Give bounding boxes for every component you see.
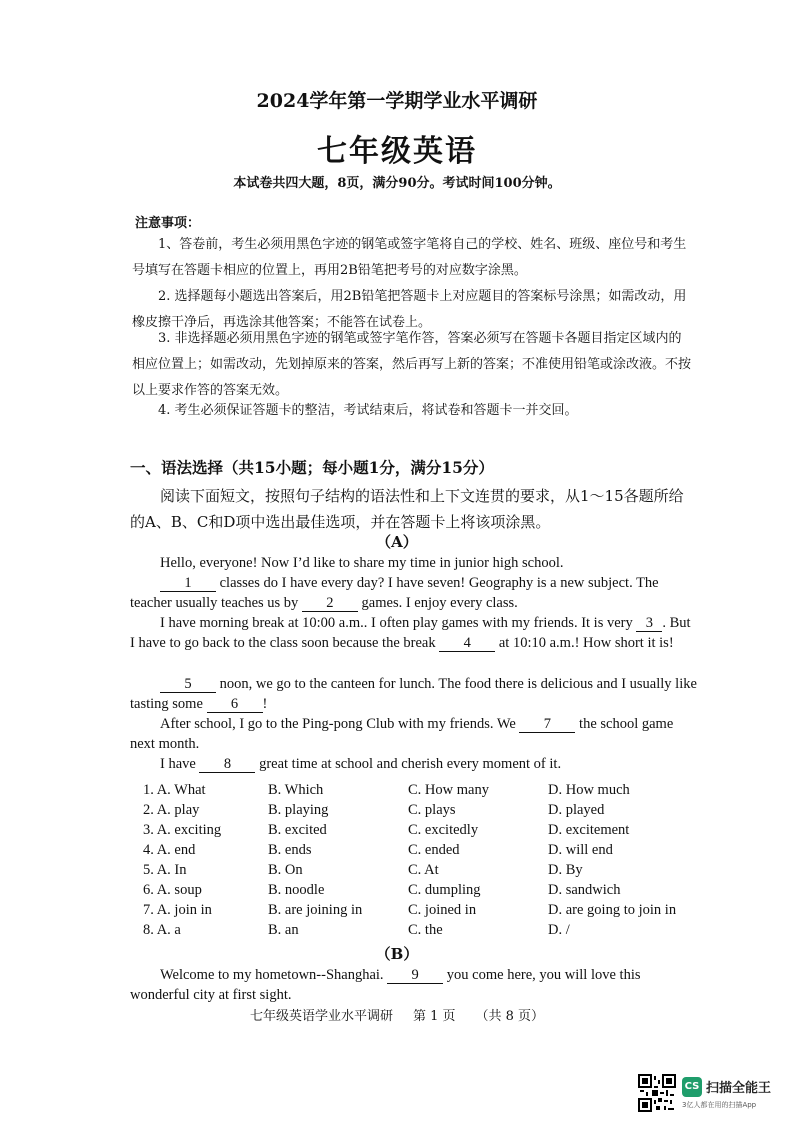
option-c: C. the	[408, 922, 443, 938]
section-instructions: 阅读下面短文，按照句子结构的语法性和上下文连贯的要求，从1～15各题所给的A、B、C和D项中选出最佳选项，并在答题卡上将该项涂黑。	[130, 487, 684, 531]
subject-title: 七年级英语	[317, 134, 477, 169]
option-a: 2. A. play	[143, 802, 200, 818]
option-a: 5. A. In	[143, 862, 187, 878]
option-c: C. excitedly	[408, 822, 479, 838]
option-d: D. played	[548, 802, 605, 818]
page-number: 第 1 页	[412, 1009, 456, 1024]
notice-item-3: 3. 非选择题必须用黑色字迹的钢笔或签字笔作答，答案必须写在答题卡各题目指定区域内的相应位置上；如需改动，先划掉原来的答案，然后再写上新的答案；不准使用铅笔或涂改液。不按以上要求作答的答案无效。	[132, 331, 692, 398]
option-c: C. joined in	[408, 902, 477, 918]
notice-item-2: 2. 选择题每小题选出答案后，用2B铅笔把答题卡上对应题目的答案标号涂黑；如需改动，用橡皮擦干净后，再选涂其他答案；不能答在试卷上。	[132, 289, 687, 330]
paragraph-text: the school game next month.	[130, 716, 674, 752]
paragraph-text: . But I have to go back to the class soon because the break	[130, 615, 691, 651]
paragraph-text: you come here, you will love this wonderful city at first sight.	[130, 967, 641, 1003]
option-row	[143, 802, 703, 822]
blank-6: 6	[207, 696, 263, 713]
scanner-watermark	[638, 1074, 788, 1114]
paragraph-text: noon, we go to the canteen for lunch. The food there is delicious and I usually like tasting some	[130, 676, 697, 712]
page-total: （共 8 页）	[475, 1009, 545, 1024]
page-footer	[0, 1005, 794, 1024]
notice-item-1: 1、答卷前，考生必须用黑色字迹的钢笔或签字笔将自己的学校、姓名、班级、座位号和考生号填写在答题卡相应的位置上，再用2B铅笔把考号的对应数字涂黑。	[132, 237, 687, 278]
blank-4: 4	[439, 635, 495, 652]
exam-title: 2024学年第一学期学业水平调研	[256, 90, 538, 112]
option-d: D. /	[548, 922, 570, 938]
option-b: B. ends	[268, 842, 312, 858]
option-b: B. playing	[268, 802, 329, 818]
option-d: D. are going to join in	[548, 902, 677, 918]
scanner-app-tagline: 3亿人都在用的扫描App	[682, 1101, 757, 1109]
blank-1: 1	[160, 575, 216, 592]
blank-2: 2	[302, 595, 358, 612]
paragraph-text: I have morning break at 10:00 a.m.. I often play games with my friends. It is very	[160, 615, 637, 631]
passage-a-paragraph-5	[130, 714, 698, 754]
section-heading: 一、语法选择（共15小题；每小题1分，满分15分）	[130, 458, 494, 477]
paragraph-text: classes do I have every day? I have seven! Geography is a new subject. The teacher usually teaches us by	[130, 575, 659, 611]
option-b: B. On	[268, 862, 303, 878]
paragraph-text: Welcome to my hometown--Shanghai.	[160, 967, 388, 983]
option-b: B. excited	[268, 822, 327, 838]
scanner-app-name: 扫描全能王	[706, 1081, 772, 1096]
passage-b-label: （B）	[375, 945, 419, 963]
camscanner-logo-icon: CS	[682, 1077, 702, 1097]
option-a: 7. A. join in	[143, 902, 212, 918]
option-c: C. ended	[408, 842, 460, 858]
blank-8: 8	[199, 756, 255, 773]
paragraph-text: !	[262, 696, 268, 712]
option-row	[143, 822, 703, 842]
option-d: D. excitement	[548, 822, 630, 838]
passage-a-paragraph-1: Hello, everyone! Now I’d like to share my time in junior high school.	[160, 555, 564, 571]
paragraph-text: After school, I go to the Ping-pong Club with my friends. We	[160, 716, 520, 732]
option-c: C. At	[408, 862, 439, 878]
option-row	[143, 842, 703, 862]
blank-9: 9	[387, 967, 443, 984]
paragraph-text: I have	[160, 756, 200, 772]
option-row	[143, 862, 703, 882]
exam-info: 本试卷共四大题，8页，满分90分。考试时间100分钟。	[233, 176, 561, 191]
notice-item-4: 4. 考生必须保证答题卡的整洁，考试结束后，将试卷和答题卡一并交回。	[158, 403, 578, 418]
option-c: C. dumpling	[408, 882, 481, 898]
footer-title: 七年级英语学业水平调研	[249, 1009, 393, 1024]
paragraph-text: at 10:10 a.m.! How short it is!	[495, 635, 674, 651]
blank-7: 7	[519, 716, 575, 733]
option-d: D. How much	[548, 782, 630, 798]
option-c: C. How many	[408, 782, 489, 798]
qr-code-icon	[638, 1074, 676, 1112]
passage-b-paragraph-1	[130, 965, 698, 1005]
paragraph-text: games. I enjoy every class.	[357, 595, 518, 611]
passage-a-paragraph-3	[130, 613, 698, 653]
option-b: B. Which	[268, 782, 324, 798]
passage-a-paragraph-2	[130, 573, 698, 613]
option-a: 6. A. soup	[143, 882, 202, 898]
option-row	[143, 782, 703, 802]
option-d: D. By	[548, 862, 583, 878]
blank-5: 5	[160, 676, 216, 693]
option-row	[143, 902, 703, 922]
option-a: 1. A. What	[143, 782, 206, 798]
passage-a-paragraph-6	[130, 754, 698, 774]
answer-options	[143, 782, 703, 942]
passage-a-paragraph-4	[130, 674, 698, 714]
passage-a-label: （A）	[376, 533, 418, 551]
option-b: B. noodle	[268, 882, 325, 898]
option-a: 4. A. end	[143, 842, 196, 858]
notice-heading: 注意事项：	[135, 216, 201, 231]
blank-3: 3	[636, 615, 662, 632]
option-b: B. are joining in	[268, 902, 363, 918]
option-d: D. sandwich	[548, 882, 621, 898]
option-row	[143, 922, 703, 942]
option-a: 8. A. a	[143, 922, 181, 938]
option-b: B. an	[268, 922, 299, 938]
option-a: 3. A. exciting	[143, 822, 222, 838]
option-c: C. plays	[408, 802, 456, 818]
option-row	[143, 882, 703, 902]
paragraph-text: great time at school and cherish every moment of it.	[255, 756, 562, 772]
option-d: D. will end	[548, 842, 613, 858]
